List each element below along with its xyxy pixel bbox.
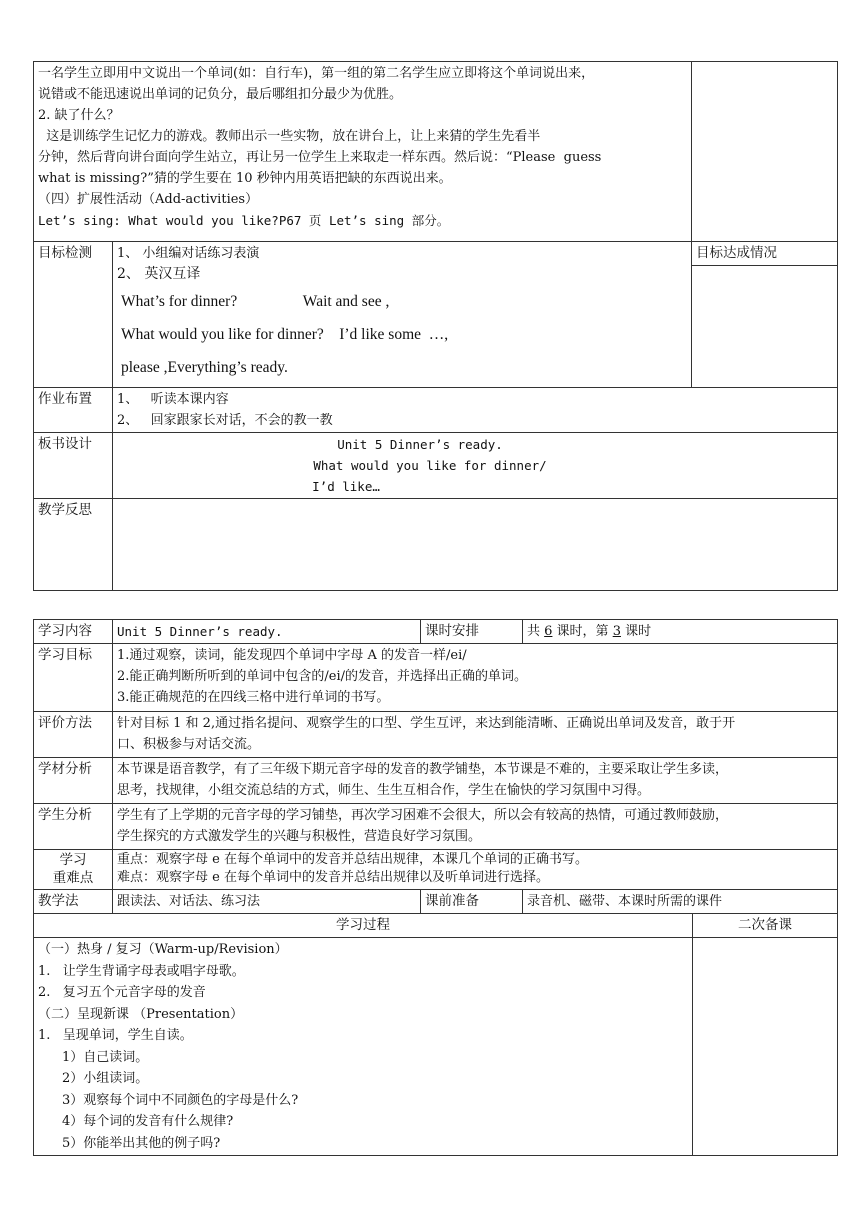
target-label: 目标检测 <box>34 242 113 388</box>
key-line: 难点：观察字母 e 在每个单词中的发音并总结出规律以及听单词进行选择。 <box>117 870 549 885</box>
process-label: 学习过程 <box>34 914 693 938</box>
text-line: what is missing?”猜的学生要在 10 秒钟内用英语把缺的东西说出来。 <box>38 171 452 186</box>
board-line: Unit 5 Dinner’s ready. <box>337 437 503 452</box>
prep-value: 录音机、磁带、本课时所需的课件 <box>523 890 838 914</box>
board-line: I’d like… <box>312 479 380 494</box>
target-status-cell <box>692 266 838 388</box>
process-cell <box>34 938 693 1156</box>
content-value: Unit 5 Dinner’s ready. <box>113 620 421 644</box>
process-line: 1. 呈现单词，学生自读。 <box>38 1028 193 1043</box>
schedule-text: 课时 <box>620 624 652 639</box>
board-line: What would you like for dinner/ <box>313 458 547 473</box>
target-cell <box>113 242 692 388</box>
text-line: 分钟，然后背向讲台面向学生站立，再让另一位学生上来取走一样东西。然后说：“Please guess <box>38 150 602 165</box>
key-label <box>34 850 113 890</box>
target-en-line: please ,Everything’s ready. <box>121 359 288 376</box>
goal-line: 3.能正确规范的在四线三格中进行单词的书写。 <box>117 690 390 705</box>
process-line: （二）呈现新课 （Presentation） <box>38 1006 244 1022</box>
key-line: 重点：观察字母 e 在每个单词中的发音并总结出规律，本课几个单词的正确书写。 <box>117 852 588 867</box>
eval-line: 口、积极参与对话交流。 <box>117 737 261 752</box>
prep-label: 课前准备 <box>421 890 523 914</box>
schedule-value <box>523 620 838 644</box>
eval-line: 针对目标 1 和 2,通过指名提问、观察学生的口型、学生互评，来达到能清晰、正确说出单词及发音，敢于开 <box>117 716 736 731</box>
homework-item: 1、 听读本课内容 <box>117 392 229 407</box>
reflection-cell <box>113 499 838 591</box>
text-line: 2. 缺了什么？ <box>38 108 120 123</box>
text-line: 说错或不能迅速说出单词的记负分，最后哪组扣分最少为优胜。 <box>38 87 403 102</box>
target-item: 1、 小组编对话练习表演 <box>117 246 260 261</box>
reflection-label: 教学反思 <box>34 499 113 591</box>
eval-cell <box>113 712 838 758</box>
process-line: （一）热身 / 复习（Warm-up/Revision） <box>38 942 288 957</box>
board-label: 板书设计 <box>34 433 113 499</box>
content-label: 学习内容 <box>34 620 113 644</box>
text-line: Let’s sing: What would you like?P67 页 Let’s sing 部分。 <box>38 213 450 228</box>
goal-cell <box>113 644 838 712</box>
key-label-line: 学习 <box>59 852 87 868</box>
schedule-label: 课时安排 <box>421 620 523 644</box>
student-line: 学生有了上学期的元音字母的学习铺垫，再次学习困难不会很大，所以会有较高的热情，可通过教师鼓励， <box>117 808 729 823</box>
lesson-plan-table-2 <box>33 619 838 1156</box>
method-value: 跟读法、对话法、练习法 <box>113 890 421 914</box>
notes-cell <box>692 62 838 242</box>
goal-label: 学习目标 <box>34 644 113 712</box>
schedule-current: 3 <box>612 624 621 639</box>
student-label: 学生分析 <box>34 804 113 850</box>
text-line: 一名学生立即用中文说出一个单词(如：自行车)，第一组的第二名学生应立即将这个单词说出来， <box>38 66 595 81</box>
goal-line: 1.通过观察，读词，能发现四个单词中字母 A 的发音一样/ei/ <box>117 648 467 663</box>
schedule-text: 共 <box>527 624 545 639</box>
target-en-line: What’s for dinner? Wait and see , <box>121 293 390 310</box>
material-line: 思考，找规律，小组交流总结的方式，师生、生生互相合作，学生在愉快的学习氛围中习得。 <box>117 783 651 798</box>
lesson-plan-table-1 <box>33 61 838 591</box>
activity-text-cell <box>34 62 692 242</box>
homework-label: 作业布置 <box>34 388 113 433</box>
key-cell <box>113 850 838 890</box>
process-sub-line: 3）观察每个词中不同颜色的字母是什么? <box>62 1092 299 1108</box>
key-label-line: 重难点 <box>52 870 94 886</box>
process-sub-line: 2）小组读词。 <box>62 1071 149 1086</box>
student-cell <box>113 804 838 850</box>
material-line: 本节课是语音教学，有了三年级下期元音字母的发音的教学铺垫，本节课是不难的，主要采取让学生多读， <box>117 762 729 777</box>
target-item: 2、 英汉互译 <box>117 266 201 282</box>
material-label: 学材分析 <box>34 758 113 804</box>
student-line: 学生探究的方式激发学生的兴趣与积极性，营造良好学习氛围。 <box>117 829 482 844</box>
target-status-label: 目标达成情况 <box>692 242 838 266</box>
second-label: 二次备课 <box>693 914 838 938</box>
process-sub-line: 4）每个词的发音有什么规律? <box>62 1114 234 1129</box>
board-cell <box>113 433 838 499</box>
schedule-total: 6 <box>544 624 553 639</box>
goal-line: 2.能正确判断所听到的单词中包含的/ei/的发音，并选择出正确的单词。 <box>117 669 528 684</box>
homework-cell <box>113 388 838 433</box>
eval-label: 评价方法 <box>34 712 113 758</box>
method-label: 教学法 <box>34 890 113 914</box>
process-line: 1. 让学生背诵字母表或唱字母歌。 <box>38 963 245 979</box>
homework-item: 2、 回家跟家长对话，不会的教一教 <box>117 413 333 428</box>
process-sub-line: 1）自己读词。 <box>62 1049 149 1065</box>
process-line: 2. 复习五个元音字母的发音 <box>38 985 206 1000</box>
material-cell <box>113 758 838 804</box>
second-cell <box>693 938 838 1156</box>
text-line: （四）扩展性活动（Add-activities） <box>38 192 259 207</box>
process-sub-line: 5）你能举出其他的例子吗? <box>62 1135 221 1151</box>
schedule-text: 课时，第 <box>552 624 613 639</box>
target-en-line: What would you like for dinner? I’d like some …, <box>121 326 449 343</box>
text-line: 这是训练学生记忆力的游戏。教师出示一些实物，放在讲台上，让上来猜的学生先看半 <box>38 129 541 144</box>
